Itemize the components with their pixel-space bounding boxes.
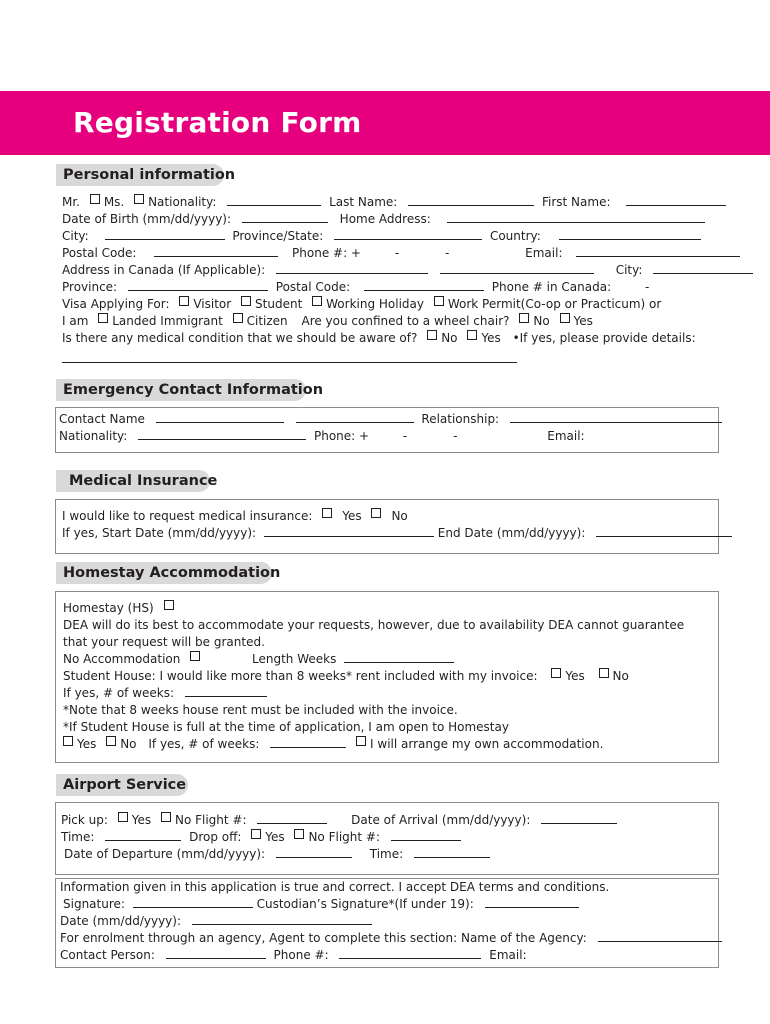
insurance-yes-label: Yes	[342, 509, 362, 523]
weeks-label: If yes, # of weeks:	[63, 686, 175, 700]
time2-label: Time:	[369, 847, 404, 861]
ms-label: Ms.	[103, 195, 125, 209]
medical-yes-label: Yes	[481, 331, 501, 345]
wheelchair-yes-label: Yes	[573, 314, 593, 328]
province-label: Province:	[62, 280, 118, 294]
homestay-yes-checkbox[interactable]	[63, 736, 73, 746]
contact-person-field[interactable]	[166, 947, 266, 959]
section-header-homestay: Homestay Accommodation	[56, 562, 272, 584]
insurance-row-2	[62, 525, 732, 542]
landed-immigrant-label: Landed Immigrant	[112, 314, 223, 328]
section-header-insurance: Medical Insurance	[56, 470, 210, 492]
homestay-no-label: No	[120, 737, 137, 751]
homestay-row-1	[63, 600, 174, 617]
declaration-text: Information given in this application is true and correct. I accept DEA terms and conditions.	[60, 880, 610, 894]
medical-details-label: •If yes, please provide details:	[512, 331, 696, 345]
insurance-start-field[interactable]	[264, 525, 434, 537]
first-name-label: First Name:	[541, 195, 611, 209]
nationality-field[interactable]	[227, 194, 321, 206]
departure-label: Date of Departure (mm/dd/yyyy):	[64, 847, 266, 861]
phone-canada-label: Phone # in Canada:	[491, 280, 612, 294]
last-name-label: Last Name:	[329, 195, 398, 209]
signature-label: Signature:	[63, 897, 125, 911]
homestay-hs-label: Homestay (HS)	[63, 601, 154, 615]
postal-code2-label: Postal Code:	[275, 280, 351, 294]
ms-checkbox[interactable]	[90, 194, 100, 204]
email-label: Email:	[525, 246, 563, 260]
airport-row-2	[61, 829, 461, 846]
contact-name-field-2[interactable]	[296, 411, 414, 423]
homestay-row-5	[63, 668, 629, 685]
airport-row-1	[61, 812, 617, 829]
arrival-label: Date of Arrival (mm/dd/yyyy):	[351, 813, 531, 827]
medical-details-field[interactable]	[62, 362, 517, 363]
relationship-field[interactable]	[510, 411, 722, 423]
homestay-hs-checkbox[interactable]	[164, 600, 174, 610]
emergency-row-1	[59, 411, 722, 428]
contact-name-field-1[interactable]	[156, 411, 284, 423]
address-canada-field-2[interactable]	[440, 262, 594, 274]
home-address-label: Home Address:	[339, 212, 431, 226]
agency-field[interactable]	[598, 930, 722, 942]
insurance-row-1	[62, 508, 408, 525]
medical-label: Is there any medical condition that we should be aware of?	[62, 331, 418, 345]
custodian-label: Custodian’s Signature*(If under 19):	[256, 897, 474, 911]
emergency-nationality-label: Nationality:	[59, 429, 128, 443]
agency-email-label: Email:	[489, 948, 527, 962]
homestay-row-2	[63, 617, 684, 634]
insurance-yes-checkbox[interactable]	[322, 508, 332, 518]
homestay-note-1: *Note that 8 weeks house rent must be included with the invoice.	[63, 703, 458, 717]
homestay-no-checkbox[interactable]	[106, 736, 116, 746]
time-label: Time:	[61, 830, 95, 844]
section-header-emergency: Emergency Contact Information	[56, 379, 306, 401]
pickup-yes-checkbox[interactable]	[118, 812, 128, 822]
insurance-end-field[interactable]	[596, 525, 732, 537]
wheelchair-no-checkbox[interactable]	[519, 313, 529, 323]
date-field[interactable]	[192, 913, 372, 925]
time-field[interactable]	[105, 829, 181, 841]
contact-person-label: Contact Person:	[60, 948, 155, 962]
homestay-row-6	[63, 685, 267, 702]
student-house-yes-checkbox[interactable]	[551, 668, 561, 678]
length-weeks-label: Length Weeks	[252, 652, 337, 666]
pickup-label: Pick up:	[61, 813, 108, 827]
no-accommodation-checkbox[interactable]	[190, 651, 200, 661]
student-house-yes-label: Yes	[565, 669, 585, 683]
relationship-label: Relationship:	[421, 412, 500, 426]
wheelchair-yes-checkbox[interactable]	[560, 313, 570, 323]
no-accommodation-label: No Accommodation	[63, 652, 181, 666]
home-address-field[interactable]	[447, 211, 705, 223]
work-permit-label: Work Permit(Co-op or Practicum) or	[447, 297, 662, 311]
declaration-row-3	[60, 913, 372, 930]
dropoff-yes-label: Yes	[265, 830, 285, 844]
emergency-row-2	[59, 428, 585, 445]
contact-name-label: Contact Name	[59, 412, 145, 426]
working-holiday-checkbox[interactable]	[312, 296, 322, 306]
section-header-airport: Airport Service	[56, 774, 188, 796]
citizen-checkbox[interactable]	[233, 313, 243, 323]
wheelchair-no-label: No	[533, 314, 550, 328]
insurance-end-label: End Date (mm/dd/yyyy):	[437, 526, 586, 540]
dropoff-label: Drop off:	[189, 830, 242, 844]
declaration-row-4	[60, 930, 722, 947]
work-permit-checkbox[interactable]	[434, 296, 444, 306]
custodian-field[interactable]	[485, 896, 579, 908]
section-header-personal: Personal information	[56, 164, 224, 186]
last-name-field[interactable]	[408, 194, 534, 206]
citizen-label: Citizen	[246, 314, 288, 328]
dob-field[interactable]	[242, 211, 328, 223]
declaration-row-1	[60, 879, 609, 896]
weeks-field[interactable]	[185, 685, 267, 697]
city-field[interactable]	[105, 228, 225, 240]
phone-label: Phone #: +	[292, 246, 361, 260]
title-banner	[0, 91, 770, 155]
emergency-nationality-field[interactable]	[138, 428, 306, 440]
personal-row-3	[62, 228, 701, 245]
declaration-row-5	[60, 947, 527, 964]
phone-dash-2: -	[444, 246, 450, 260]
postal-code-field[interactable]	[154, 245, 278, 257]
visitor-label: Visitor	[193, 297, 232, 311]
postal-code2-field[interactable]	[364, 279, 484, 291]
pickup-yes-label: Yes	[131, 813, 152, 827]
homestay-yes-label: Yes	[77, 737, 97, 751]
medical-no-label: No	[441, 331, 458, 345]
nationality-checkbox[interactable]	[134, 194, 144, 204]
personal-row-6	[62, 279, 649, 296]
homestay-row-4	[63, 651, 454, 668]
airport-row-3	[64, 846, 490, 863]
declaration-row-2	[63, 896, 579, 913]
personal-row-8	[62, 313, 593, 330]
weeks2-label: If yes, # of weeks:	[148, 737, 260, 751]
dropoff-no-checkbox[interactable]	[294, 829, 304, 839]
country-label: Country:	[489, 229, 541, 243]
nationality-label: Nationality:	[148, 195, 217, 209]
country-field[interactable]	[559, 228, 701, 240]
student-label: Student	[255, 297, 303, 311]
personal-row-1	[62, 194, 726, 211]
departure-field[interactable]	[276, 846, 352, 858]
own-accommodation-label: I will arrange my own accommodation.	[370, 737, 604, 751]
personal-row-5	[62, 262, 753, 279]
student-house-no-checkbox[interactable]	[599, 668, 609, 678]
i-am-label: I am	[62, 314, 89, 328]
signature-field[interactable]	[133, 896, 253, 908]
arrival-field[interactable]	[541, 812, 617, 824]
personal-row-9	[62, 330, 696, 347]
address-canada-field-1[interactable]	[276, 262, 428, 274]
homestay-row-8	[63, 719, 509, 736]
dropoff-yes-checkbox[interactable]	[251, 829, 261, 839]
landed-immigrant-checkbox[interactable]	[98, 313, 108, 323]
phone-canada-dash: -	[644, 280, 650, 294]
homestay-row-9	[63, 736, 603, 753]
phone-dash-1: -	[394, 246, 400, 260]
visitor-checkbox[interactable]	[179, 296, 189, 306]
province-state-label: Province/State:	[232, 229, 324, 243]
city2-label: City:	[615, 263, 643, 277]
wheelchair-label: Are you confined to a wheel chair?	[301, 314, 510, 328]
pickup-no-flight-label: No Flight #:	[174, 813, 247, 827]
province-state-field[interactable]	[334, 228, 482, 240]
visa-label: Visa Applying For:	[62, 297, 170, 311]
length-weeks-field[interactable]	[344, 651, 454, 663]
postal-code-label: Postal Code:	[62, 246, 137, 260]
emergency-phone-dash-1: -	[402, 429, 408, 443]
homestay-line-2: that your request will be granted.	[63, 635, 265, 649]
city2-field[interactable]	[653, 262, 753, 274]
date-label: Date (mm/dd/yyyy):	[60, 914, 182, 928]
page-title: Registration Form	[73, 106, 362, 139]
weeks2-field[interactable]	[270, 736, 346, 748]
province-field[interactable]	[128, 279, 268, 291]
personal-row-2	[62, 211, 705, 228]
student-checkbox[interactable]	[241, 296, 251, 306]
insurance-request-label: I would like to request medical insurance:	[62, 509, 313, 523]
student-house-label: Student House: I would like more than 8 weeks* rent included with my invoice:	[63, 669, 538, 683]
personal-row-4	[62, 245, 740, 262]
agency-phone-label: Phone #:	[273, 948, 329, 962]
emergency-email-label: Email:	[547, 429, 585, 443]
emergency-phone-label: Phone: +	[313, 429, 370, 443]
dropoff-no-flight-label: No Flight #:	[308, 830, 380, 844]
address-canada-label: Address in Canada (If Applicable):	[62, 263, 266, 277]
insurance-start-label: If yes, Start Date (mm/dd/yyyy):	[62, 526, 257, 540]
medical-yes-checkbox[interactable]	[467, 330, 477, 340]
personal-row-7	[62, 296, 661, 313]
homestay-row-7	[63, 702, 458, 719]
dropoff-flight-field[interactable]	[391, 829, 461, 841]
city-label: City:	[62, 229, 89, 243]
pickup-no-checkbox[interactable]	[161, 812, 171, 822]
medical-no-checkbox[interactable]	[427, 330, 437, 340]
student-house-no-label: No	[612, 669, 629, 683]
homestay-row-3	[63, 634, 265, 651]
time2-field[interactable]	[414, 846, 490, 858]
working-holiday-label: Working Holiday	[326, 297, 424, 311]
insurance-no-label: No	[391, 509, 408, 523]
homestay-note-2: *If Student House is full at the time of application, I am open to Homestay	[63, 720, 509, 734]
dob-label: Date of Birth (mm/dd/yyyy):	[62, 212, 232, 226]
pickup-flight-field[interactable]	[257, 812, 327, 824]
agency-phone-field[interactable]	[339, 947, 481, 959]
homestay-line-1: DEA will do its best to accommodate your requests, however, due to availability DEA cannot guarantee	[63, 618, 685, 632]
email-field[interactable]	[576, 245, 740, 257]
agency-label: For enrolment through an agency, Agent to complete this section: Name of the Agency:	[60, 931, 587, 945]
mr-label: Mr.	[62, 195, 80, 209]
insurance-no-checkbox[interactable]	[371, 508, 381, 518]
first-name-field[interactable]	[626, 194, 726, 206]
own-accommodation-checkbox[interactable]	[356, 736, 366, 746]
emergency-phone-dash-2: -	[453, 429, 458, 443]
